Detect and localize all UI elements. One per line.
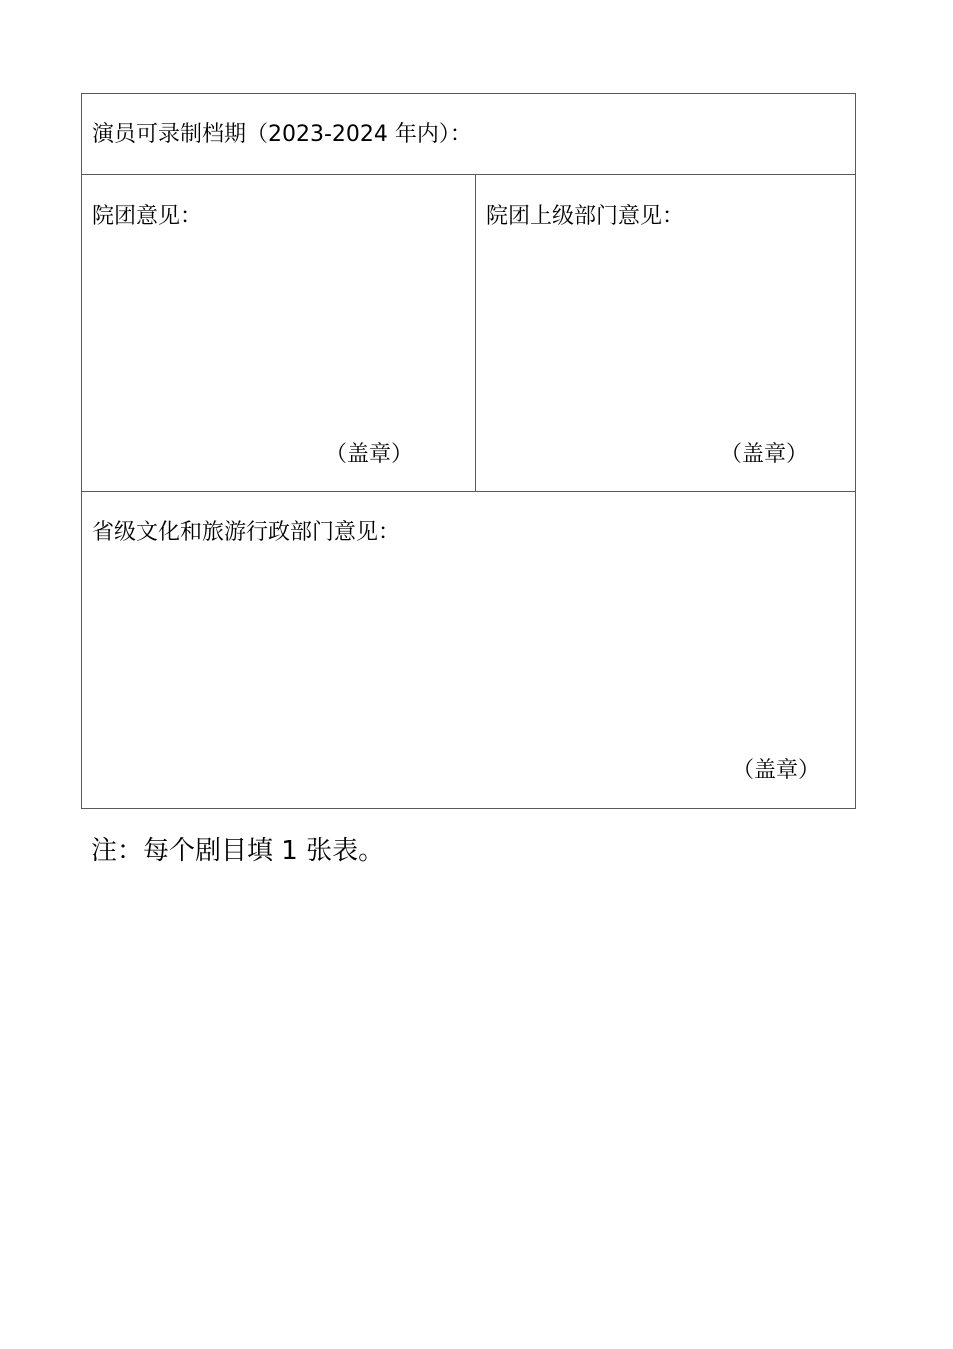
troupe-superior-stamp-label: （盖章） xyxy=(720,442,809,467)
schedule-label: 演员可录制档期（2023-2024 年内）： xyxy=(92,122,472,147)
troupe-superior-opinion-cell[interactable] xyxy=(476,175,855,491)
approval-form-table xyxy=(81,93,856,809)
opinions-row xyxy=(82,175,855,492)
provincial-opinion-cell[interactable] xyxy=(82,492,855,808)
troupe-opinion-label: 院团意见： xyxy=(92,204,203,229)
provincial-row xyxy=(82,492,855,808)
footnote: 注：每个剧目填 1 张表。 xyxy=(91,836,385,866)
troupe-superior-opinion-label: 院团上级部门意见： xyxy=(486,204,685,229)
provincial-stamp-label: （盖章） xyxy=(732,758,821,783)
provincial-opinion-label: 省级文化和旅游行政部门意见： xyxy=(92,520,401,545)
troupe-stamp-label: （盖章） xyxy=(325,442,414,467)
schedule-row xyxy=(82,94,855,175)
schedule-cell[interactable] xyxy=(82,94,855,174)
troupe-opinion-cell[interactable] xyxy=(82,175,476,491)
